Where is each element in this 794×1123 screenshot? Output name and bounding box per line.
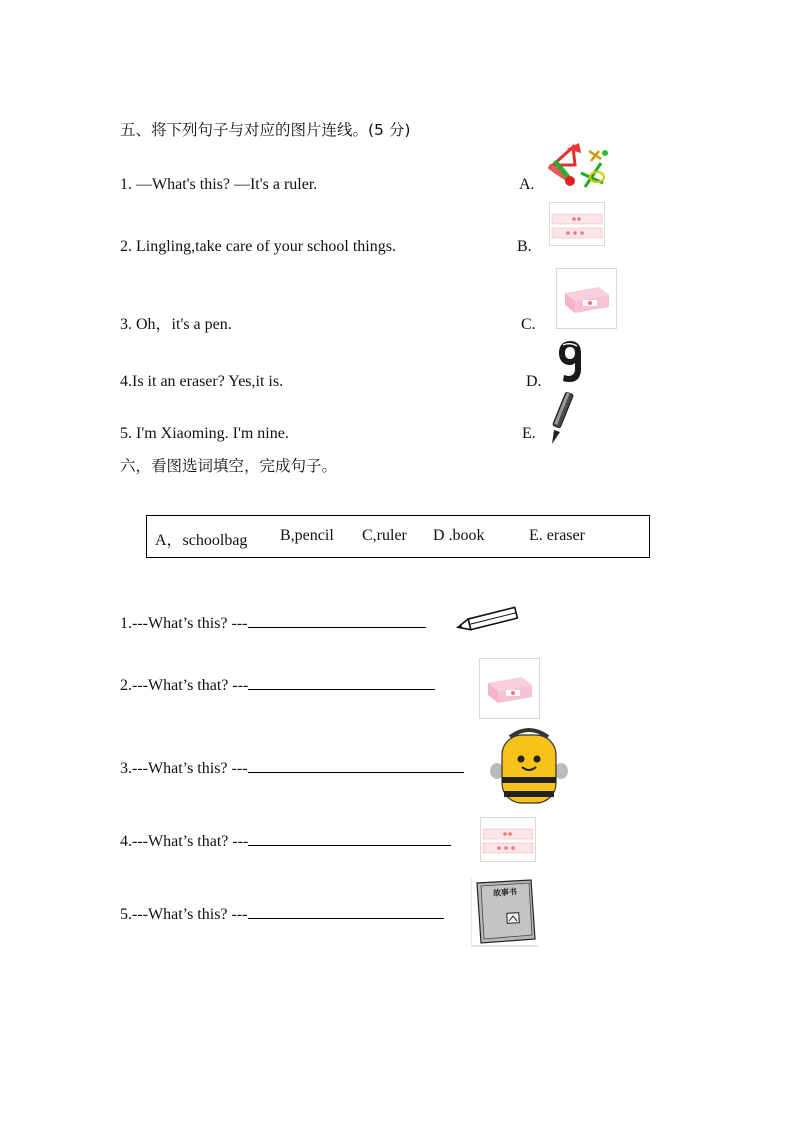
ruler-picture-2 [480, 817, 536, 862]
question-5-text: 5.---What’s this? --- [120, 906, 248, 923]
schoolbag-icon [488, 727, 570, 805]
answer-blank-5[interactable] [248, 904, 444, 919]
question-3-text: 3.---What’s this? --- [120, 760, 248, 777]
question-5 [120, 904, 444, 925]
answer-blank-1[interactable] [248, 613, 426, 628]
question-1 [120, 613, 426, 634]
word-option-d: D .book [433, 527, 485, 544]
pencil-icon [455, 606, 523, 634]
eraser-picture-2 [479, 658, 540, 719]
eraser-picture [556, 268, 617, 329]
match-letter-d: D. [526, 373, 542, 390]
section6-heading: 六，看图选词填空，完成句子。 [120, 457, 338, 475]
book-cover-title: 故事书 [492, 887, 518, 898]
match-sentence-3: 3. Oh，it's a pen. [120, 316, 232, 333]
question-4-text: 4.---What’s that? --- [120, 833, 249, 850]
answer-blank-2[interactable] [248, 675, 435, 690]
match-letter-b: B. [517, 238, 532, 255]
question-3 [120, 758, 464, 779]
word-option-e: E. eraser [529, 527, 585, 544]
ruler-icon [550, 203, 604, 245]
answer-blank-4[interactable] [248, 831, 451, 846]
word-option-b: B,pencil [280, 527, 334, 544]
ruler-icon [481, 818, 535, 861]
match-letter-e: E. [522, 425, 536, 442]
number-nine-icon [558, 339, 582, 383]
school-supplies-icon [545, 143, 609, 193]
eraser-icon [480, 659, 539, 718]
question-2-text: 2.---What’s that? --- [120, 677, 249, 694]
pen-icon [546, 390, 578, 446]
ruler-picture [549, 202, 605, 246]
word-bank-box [146, 515, 650, 558]
match-letter-a: A. [519, 176, 535, 193]
book-picture [471, 877, 539, 947]
question-2 [120, 675, 435, 696]
section5-heading: 五、将下列句子与对应的图片连线。(5 分) [120, 121, 411, 139]
match-sentence-1: 1. —What's this? —It's a ruler. [120, 176, 318, 193]
question-4 [120, 831, 451, 852]
match-sentence-5: 5. I'm Xiaoming. I'm nine. [120, 425, 289, 442]
question-1-text: 1.---What’s this? --- [120, 615, 248, 632]
word-option-c: C,ruler [362, 527, 407, 544]
match-letter-c: C. [521, 316, 536, 333]
answer-blank-3[interactable] [248, 758, 464, 773]
match-sentence-4: 4.Is it an eraser? Yes,it is. [120, 373, 284, 390]
word-option-a: A，schoolbag [155, 532, 248, 549]
eraser-icon [557, 269, 616, 328]
match-sentence-2: 2. Lingling,take care of your school things. [120, 238, 396, 255]
